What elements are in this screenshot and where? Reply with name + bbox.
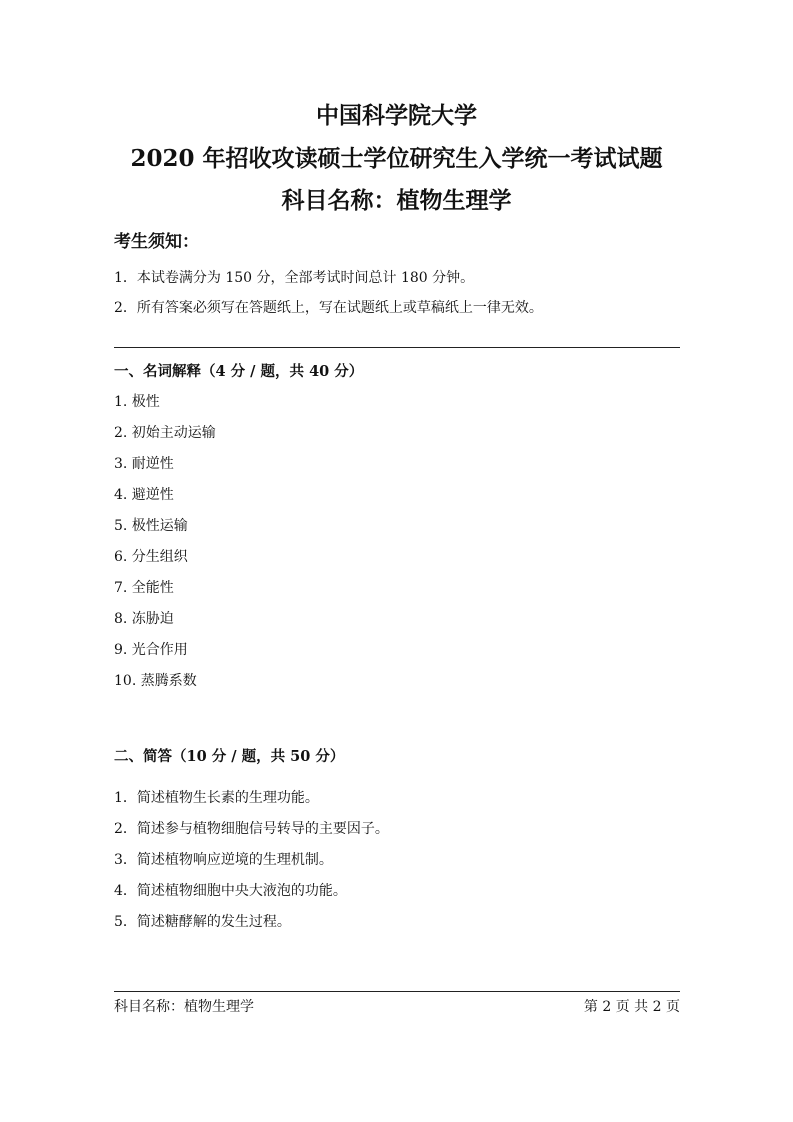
section-short-answer-heading: 二、简答（10 分 / 题，共 50 分） <box>114 748 345 765</box>
notice-list <box>114 266 543 326</box>
question-item: 5．简述糖酵解的发生过程。 <box>114 914 291 930</box>
footer-divider <box>114 991 680 992</box>
short-answer-list <box>114 786 389 941</box>
notice-item: 2．所有答案必须写在答题纸上，写在试题纸上或草稿纸上一律无效。 <box>114 300 543 316</box>
term-item: 3. 耐逆性 <box>114 456 174 472</box>
question-item: 4．简述植物细胞中央大液泡的功能。 <box>114 883 347 899</box>
term-item: 10. 蒸腾系数 <box>114 673 197 689</box>
term-item: 9. 光合作用 <box>114 642 188 658</box>
notice-heading: 考生须知： <box>114 232 199 252</box>
subject-title: 科目名称：植物生理学 <box>281 187 512 214</box>
term-item: 1. 极性 <box>114 394 160 410</box>
notice-item: 1．本试卷满分为 150 分，全部考试时间总计 180 分钟。 <box>114 270 475 286</box>
term-item: 8. 冻胁迫 <box>114 611 174 627</box>
footer-subject: 科目名称：植物生理学 <box>114 999 254 1015</box>
term-item: 4. 避逆性 <box>114 487 174 503</box>
terms-list <box>114 390 216 700</box>
school-name: 中国科学院大学 <box>316 102 477 129</box>
term-item: 6. 分生组织 <box>114 549 188 565</box>
question-item: 1．简述植物生长素的生理功能。 <box>114 790 319 806</box>
top-divider <box>114 347 680 348</box>
question-item: 3．简述植物响应逆境的生理机制。 <box>114 852 333 868</box>
exam-title: 2020 年招收攻读硕士学位研究生入学统一考试试题 <box>130 145 663 172</box>
question-item: 2．简述参与植物细胞信号转导的主要因子。 <box>114 821 389 837</box>
section-terms-heading: 一、名词解释（4 分 / 题，共 40 分） <box>114 363 364 380</box>
term-item: 2. 初始主动运输 <box>114 425 216 441</box>
term-item: 7. 全能性 <box>114 580 174 596</box>
footer-page-number: 第 2 页 共 2 页 <box>583 999 680 1015</box>
term-item: 5. 极性运输 <box>114 518 188 534</box>
